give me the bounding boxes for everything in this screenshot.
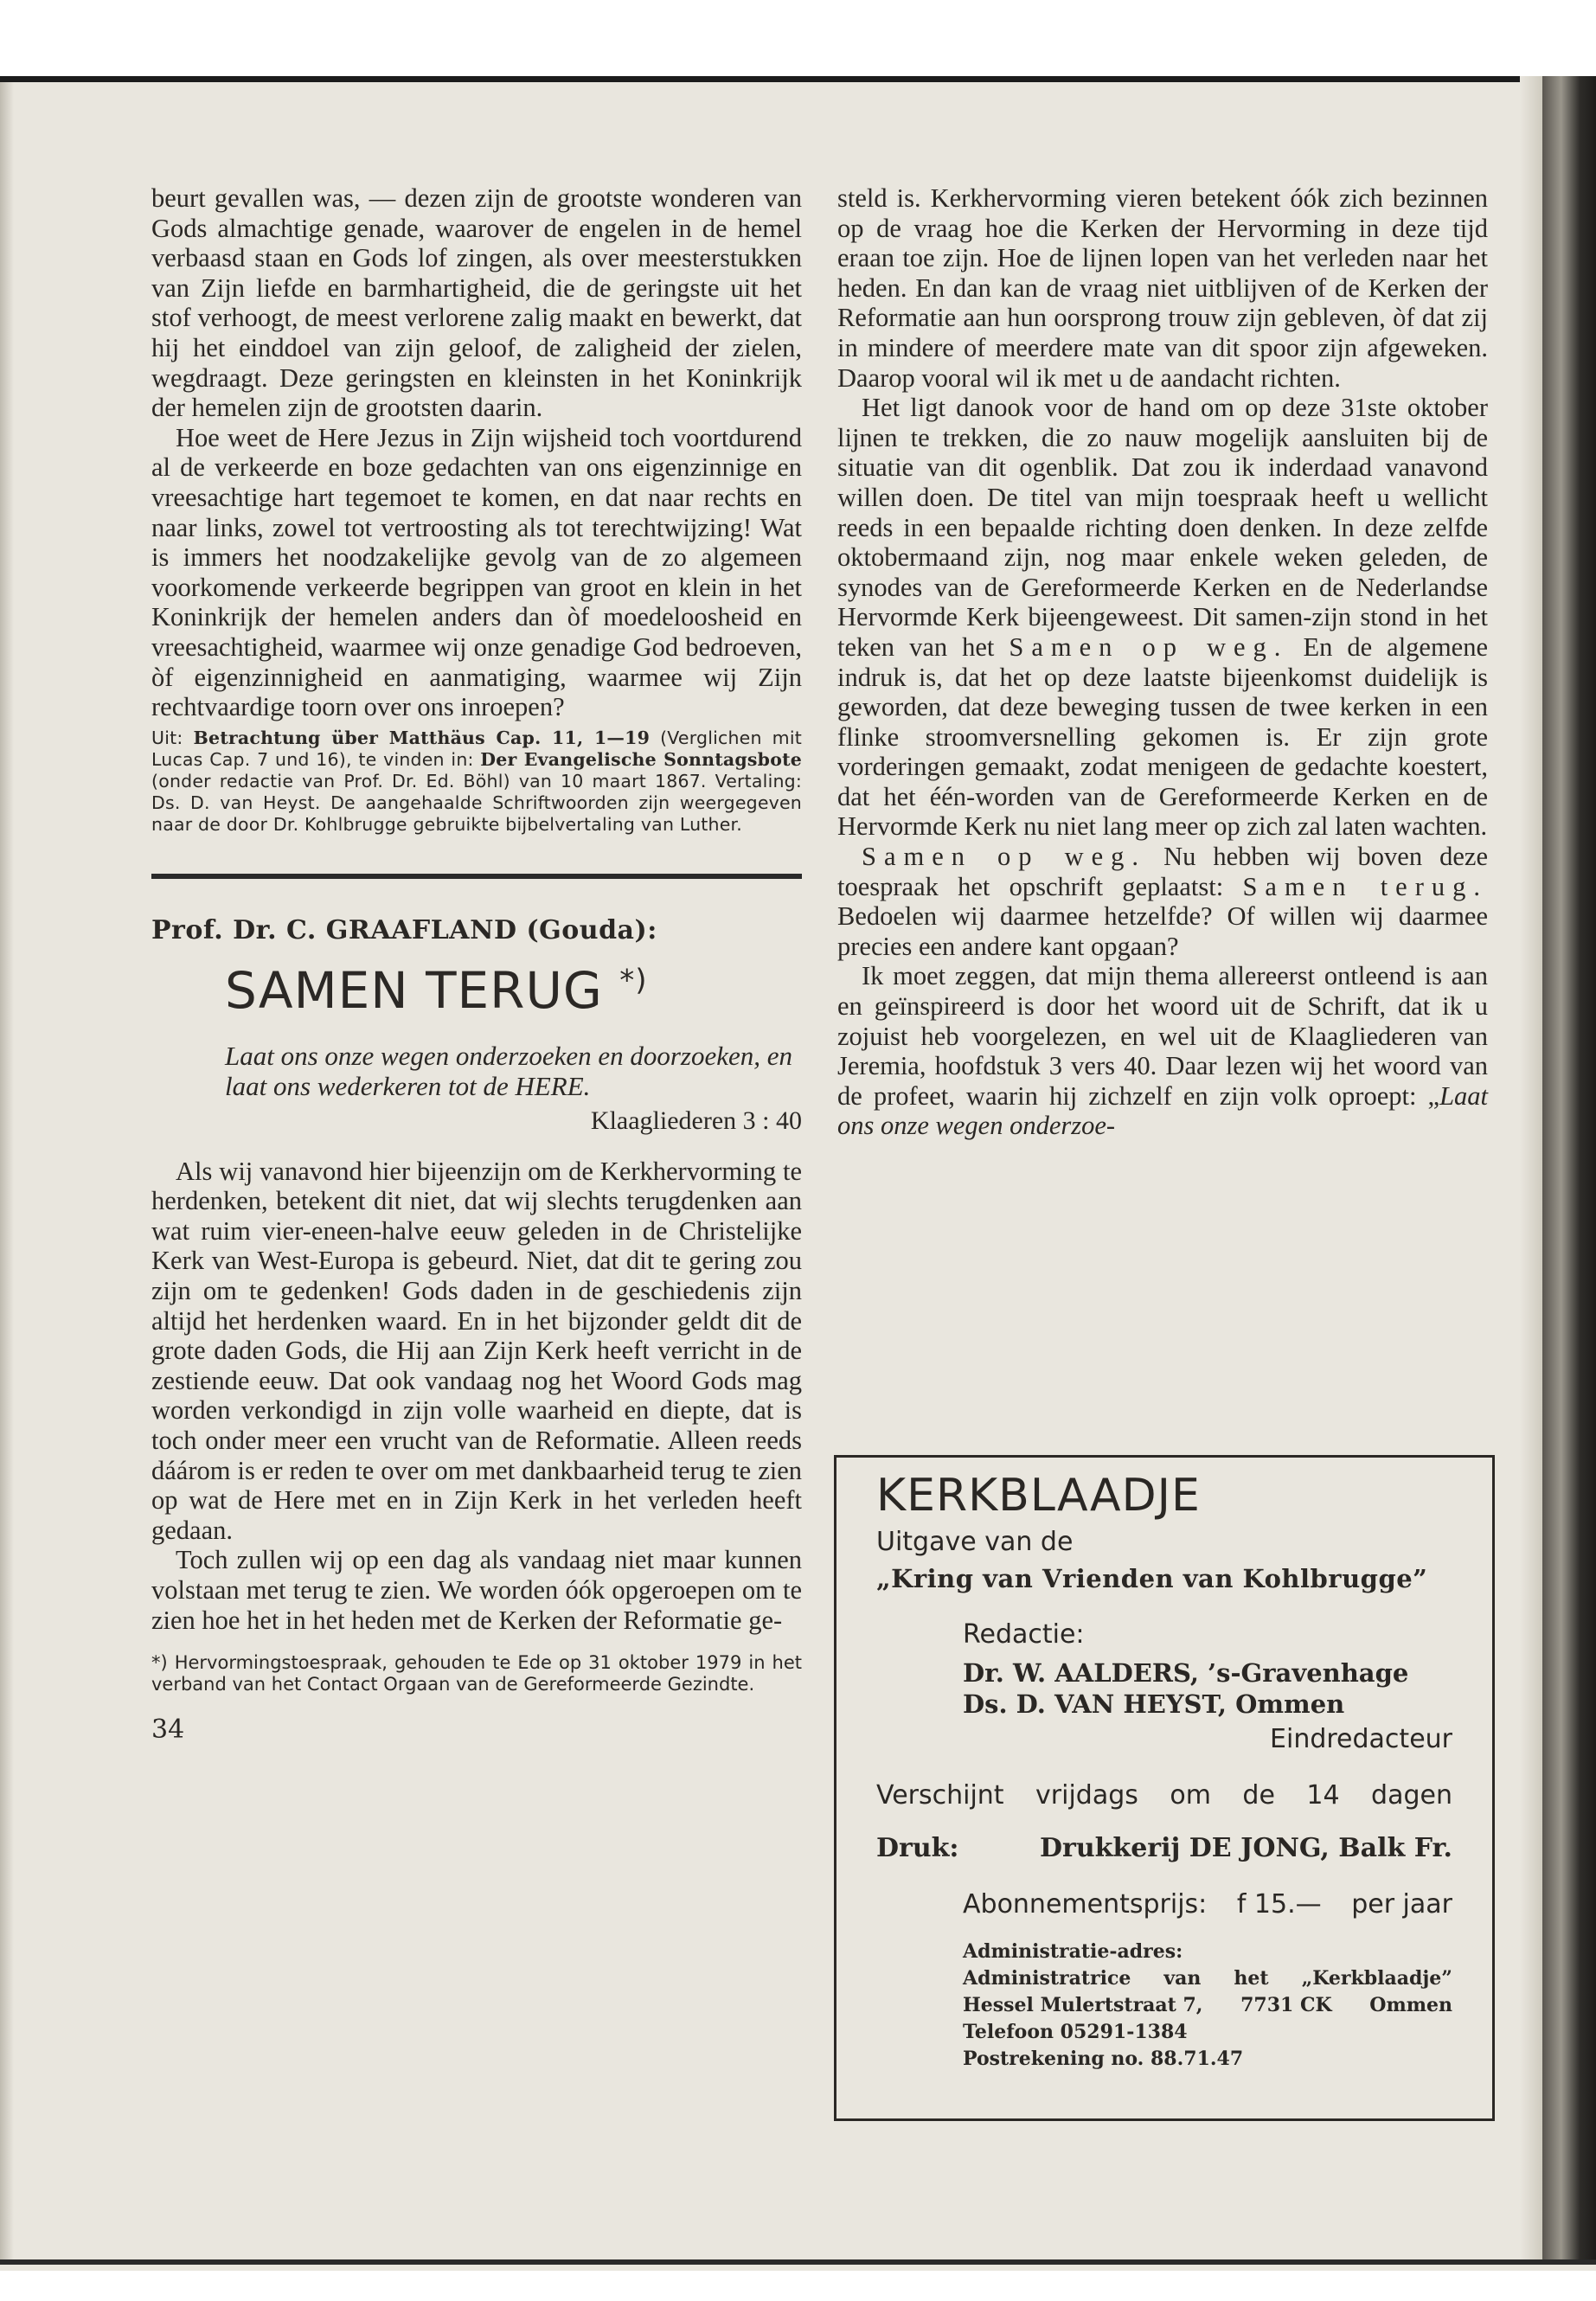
paragraph: beurt gevallen was, — dezen zijn de grootste wonderen van Gods almachtige genade, waarover de engelen in de hemel verbaasd staan en Gods lof zingen, als over meesterstukken van Zijn liefde en barmhartigheid, die de geringste uit het stof verhoogt, de meest verlorene zalig maakt en bewerkt, dat hij het einddoel van zijn geloof, de zaligheid der zielen, wegdraagt. Deze geringsten en kleinsten in het Koninkrijk der hemelen zijn de grootsten daarin. — [151, 183, 802, 423]
word: 14 — [1306, 1780, 1340, 1811]
word: de — [1242, 1780, 1275, 1811]
page-curl — [1520, 76, 1542, 2265]
printer-line — [876, 1833, 1466, 1863]
text: Ik moet zeggen, dat mijn thema allereerst ontleend is aan en geïnspireerd is door het woord uit de Schrift, dat ik u zojuist heb voorgelezen, en wel uit de Klaagliederen van Jeremia, hoofdstuk 3 vers 40. Daar lezen wij het woord van de profeet, waarin hij zichzelf en zijn volk oproept: „ — [837, 961, 1488, 1111]
admin-label: Administratie-adres: — [963, 1940, 1183, 1963]
binder-edge — [1542, 76, 1596, 2265]
publisher-line: Uitgave van de — [876, 1527, 1074, 1557]
paragraph — [837, 842, 1488, 961]
city: Ommen — [1369, 1994, 1452, 2016]
motto: Laat ons onze wegen onderzoeken en doorzoeken, en laat ons wederkeren tot de HERE. — [225, 1040, 793, 1101]
italic-quote: Laat ons onze wegen onderzoe- — [837, 1080, 1488, 1141]
paragraph: Hoe weet de Here Jezus in Zijn wijsheid toch voortdurend al de verkeerde en boze gedachten van ons eigenzinnige en vreesachtige hart tegemoet te komen, en dat naar rechts en naar links, zowel tot vertroosting als tot terechtwijzing! Wat is immers het noodzakelijke gevolg van de zo algemeen voorkomende verkeerde begrippen van groot en klein in het Koninkrijk der hemelen anders dan òf moedeloosheid en vreesachtigheid, waarmee wij onze genadige God bedroeven, òf eigenzinnigheid en aanmatiging, waarmee wij Zijn rechtvaardige toorn over ons inroepen? — [151, 422, 802, 722]
subscription-price: f 15.— — [1236, 1889, 1322, 1920]
source-prefix: Uit: — [151, 727, 194, 748]
paragraph — [837, 393, 1488, 842]
admin-line — [876, 1965, 1466, 1992]
spaced-phrase: Samen terug. — [1242, 871, 1488, 901]
subscription-label: Abonnementsprijs: — [963, 1889, 1208, 1920]
text: En de algemene indruk is, dat het op deze laatste bijeenkomst duidelijk is geworden, dat deze beweging tussen de twee kerken in een flinke stroomversnelling gekomen is. Er zijn grote vorderingen gemaakt, zodat menigeen de gedachte koestert, dat het één-worden van de Gereformeerde Kerken en de Hervormde Kerk nu niet lang meer op zich zal laten wachten. — [837, 631, 1489, 842]
left-column — [151, 183, 802, 1745]
redactie-label: Redactie: — [963, 1619, 1085, 1650]
bank-account: Postrekening no. 88.71.47 — [963, 2048, 1244, 2070]
word: „Kerkblaadje” — [1301, 1967, 1452, 1990]
source-text: (onder redactie van Prof. Dr. Ed. Böhl) van 10 maart 1867. Vertaling: Ds. D. van Heyst. De aangehaalde Schriftwoorden zijn weergegeven naar de door Dr. Kohlbrugge gebruikte bijbelvertaling van Luther. — [151, 770, 802, 835]
word: Administratrice — [963, 1967, 1131, 1990]
page-number: 34 — [151, 1715, 185, 1746]
subscription-line — [963, 1889, 1466, 1920]
spaced-phrase: Samen op weg. — [1009, 631, 1289, 662]
footnote: *) Hervormingstoespraak, gehouden te Ede op 31 oktober 1979 in het verband van het Contact Orgaan van de Gereformeerde Gezindte. — [151, 1652, 802, 1695]
footnote-mark: *) — [619, 963, 648, 998]
word: vrijdags — [1035, 1780, 1138, 1811]
word: om — [1170, 1780, 1211, 1811]
kerkblaadje-title: KERKBLAADJE — [876, 1470, 1201, 1522]
word: van — [1163, 1967, 1202, 1990]
paragraph — [837, 961, 1488, 1141]
motto-reference: Klaagliederen 3 : 40 — [590, 1106, 802, 1135]
postcode: 7731 CK — [1240, 1994, 1332, 2016]
source-note — [151, 727, 802, 836]
text: Nu hebben wij boven deze toespraak het opschrift geplaatst: — [837, 842, 1488, 901]
right-column — [837, 183, 1488, 1141]
source-title: Betrachtung über Matthäus Cap. 11, 1—19 — [193, 727, 651, 748]
telephone: Telefoon 05291-1384 — [963, 2021, 1188, 2043]
editor: Dr. W. AALDERS, ’s-Gravenhage — [963, 1658, 1409, 1688]
editor: Ds. D. VAN HEYST, Ommen — [963, 1689, 1345, 1719]
printer-value: Drukkerij DE JONG, Balk Fr. — [1040, 1833, 1452, 1863]
admin-address — [876, 1992, 1466, 2019]
subscription-period: per jaar — [1351, 1889, 1452, 1920]
source-text: (Verglichen mit Lucas Cap. 7 und 16), te vinden in: — [151, 727, 802, 770]
editor-role: Eindredacteur — [1270, 1724, 1452, 1754]
word: het — [1234, 1967, 1269, 1990]
schedule-line — [876, 1780, 1466, 1811]
paragraph: steld is. Kerkhervorming vieren betekent óók zich bezinnen op de vraag hoe die Kerken der Hervorming in deze tijd eraan toe zijn. Hoe de lijnen lopen van het verleden naar het heden. En dan kan de vraag niet uitblijven of de Kerken der Reformatie aan hun oorsprong trouw zijn gebleven, òf dat zij in mindere of meerdere mate van dit spoor zijn afgeweken. Daarop vooral wil ik met u de aandacht richten. — [837, 183, 1488, 393]
word: dagen — [1371, 1780, 1452, 1811]
paragraph: Als wij vanavond hier bijeenzijn om de Kerkhervorming te herdenken, betekent dit niet, dat wij slechts terugdenken aan wat ruim vier-eneen-halve eeuw geleden in de Christelijke Kerk van West-Europa is gebeurd. Niet, dat dit te gering zou zijn om te gedenken! Gods daden in de geschiedenis zijn altijd het herdenken waard. En in het bijzonder geldt dit de grote daden Gods, die Hij aan Zijn Kerk heeft verricht in de zestiende eeuw. Dat ook vandaag nog het Woord Gods mag worden verkondigd in zijn volle waarheid en diepte, dat is toch onder meer een vrucht van de Reformatie. Alleen reeds dáárom is er reden te over om met dankbaarheid terug te zien op wat de Here met en in Zijn Kerk in het verleden heeft gedaan. — [151, 1156, 802, 1545]
spaced-phrase: Samen op weg. — [862, 842, 1147, 872]
word: Verschijnt — [876, 1780, 1004, 1811]
scan-edge-bottom — [0, 2259, 1596, 2265]
printer-label: Druk: — [876, 1833, 959, 1863]
text: Bedoelen wij daarmee hetzelfde? Of willen wij daarmee precies een andere kant opgaan? — [837, 901, 1488, 961]
source-publication: Der Evangelische Sonntagsbote — [480, 748, 802, 770]
article-title — [225, 961, 802, 1020]
paragraph: Toch zullen wij op een dag als vandaag niet maar kunnen volstaan met terug te zien. We worden óók opgeroepen om te zien hoe het in het heden met de Kerken der Reformatie ge- — [151, 1545, 802, 1635]
text: Het ligt danook voor de hand om op deze 31ste oktober lijnen te trekken, die zo nauw mogelijk aansluiten bij de situatie van dit ogenblik. Dat zou ik inderdaad vanavond willen doen. De titel van mijn toespraak heeft u wellicht reeds in een bepaalde richting doen denken. In deze zelfde oktobermaand zijn, nog maar enkele weken geleden, de synodes van de Gereformeerde Kerken en de Nederlandse Hervormde Kerk bijeengeweest. Dit samen-zijn stond in het teken van het — [837, 393, 1488, 662]
kerkblaadje-box — [834, 1455, 1495, 2121]
title-text: SAMEN TERUG — [225, 960, 603, 1020]
page-shadow-left — [0, 82, 14, 2265]
street: Hessel Mulertstraat 7, — [963, 1994, 1203, 2016]
article-author: Prof. Dr. C. GRAAFLAND (Gouda): — [151, 914, 657, 945]
publisher-name: „Kring van Vrienden van Kohlbrugge” — [876, 1564, 1428, 1593]
divider — [151, 874, 802, 879]
